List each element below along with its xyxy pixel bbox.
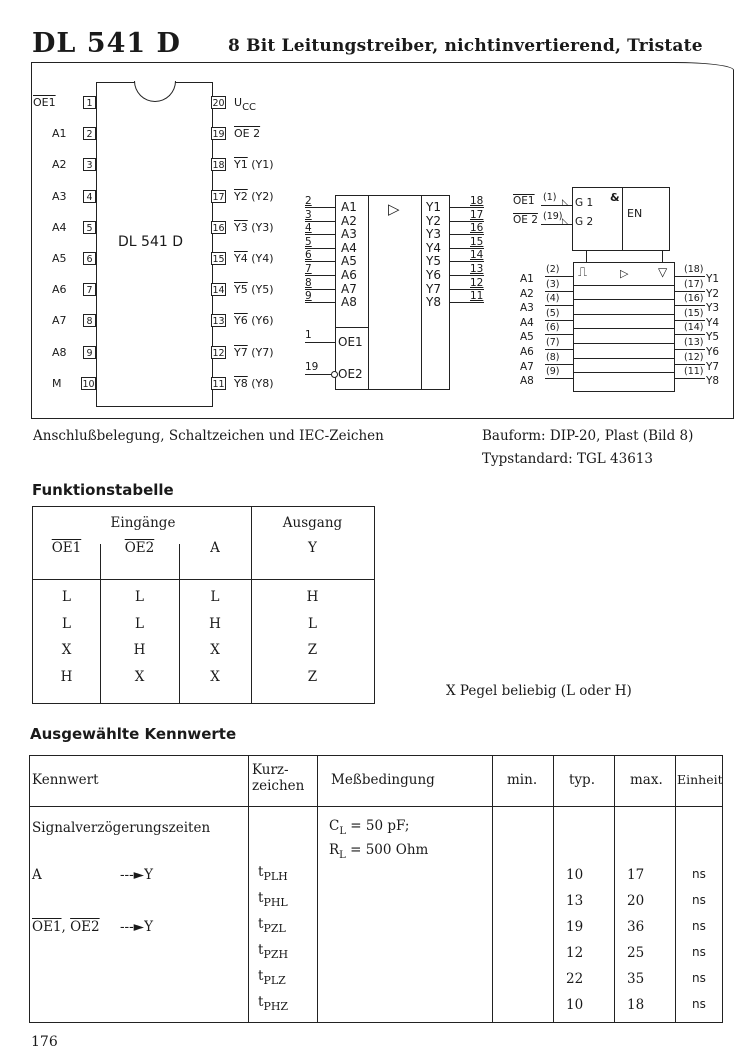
table-cell: L xyxy=(62,615,71,632)
pin-number: 3 xyxy=(83,158,96,171)
divider xyxy=(492,756,493,1022)
path-a-y xyxy=(32,867,153,883)
value-unit: ns xyxy=(692,867,706,881)
pin-alt-label: (Y7) xyxy=(247,345,274,359)
output-label: Y1 xyxy=(426,200,441,214)
value-typ: 12 xyxy=(566,945,584,961)
symbol-sub: PLH xyxy=(263,870,288,883)
enable-pin-number: 19 xyxy=(305,361,319,373)
pin-label: A8 xyxy=(52,345,67,359)
pin-label xyxy=(234,127,260,140)
input-pin: (7) xyxy=(546,337,560,348)
pin-signal: Y5 xyxy=(234,283,248,297)
pin-number: 9 xyxy=(83,346,96,359)
value-max: 36 xyxy=(627,919,645,935)
divider xyxy=(675,756,676,1022)
value-typ: 10 xyxy=(566,997,584,1013)
path-from-oe1: OE1 xyxy=(32,919,62,935)
value-unit: ns xyxy=(692,971,706,985)
row-divider xyxy=(573,299,675,300)
output-pin: (15) xyxy=(684,307,704,319)
function-table-title: Funktionstabelle xyxy=(32,481,174,499)
table-cell: L xyxy=(62,589,71,605)
pin-label: OE1 xyxy=(33,96,56,109)
pin-number: 11 xyxy=(212,378,225,390)
parameter-symbol xyxy=(258,916,286,935)
table-cell: H xyxy=(306,589,319,605)
value-typ: 22 xyxy=(566,971,584,987)
pin-label xyxy=(234,346,274,359)
pin-label: A1 xyxy=(52,127,67,141)
row-divider xyxy=(573,285,675,286)
output-label: Y4 xyxy=(706,316,720,329)
pin-alt-label: (Y6) xyxy=(247,314,274,328)
input-label: A8 xyxy=(341,295,357,310)
pin-number: 14 xyxy=(212,285,225,297)
symbol-sub: PZL xyxy=(263,922,286,935)
pin-signal: Y1 xyxy=(234,158,248,172)
value-max: 20 xyxy=(627,893,645,909)
parameter-symbol xyxy=(258,994,288,1013)
input-lead xyxy=(545,291,573,292)
part-number-title: DL 541 D xyxy=(32,28,181,59)
row-divider xyxy=(573,343,675,344)
value-unit: ns xyxy=(692,945,706,959)
part-description: 8 Bit Leitungstreiber, nichtinvertierend, Tristate xyxy=(228,36,703,56)
pin-label: M xyxy=(52,376,62,390)
table-cell: X xyxy=(210,668,220,685)
enable-label: OE1 xyxy=(338,335,363,349)
input-pin: (8) xyxy=(546,351,560,363)
path-from: A xyxy=(32,867,42,883)
input-label: A5 xyxy=(520,331,534,344)
value-typ: 13 xyxy=(566,893,584,909)
cond-sub: L xyxy=(339,826,346,837)
input-label: A7 xyxy=(341,281,357,296)
output-lead xyxy=(675,320,705,321)
output-pin: (16) xyxy=(684,293,704,305)
function-table-note: X Pegel beliebig (L oder H) xyxy=(446,683,632,699)
input-lead xyxy=(545,320,573,321)
cond-sub: L xyxy=(339,850,346,861)
output-pin-number: 17 xyxy=(470,208,484,221)
output-lead xyxy=(675,291,705,292)
input-label: A4 xyxy=(520,316,534,329)
cond-symbol: R xyxy=(329,842,340,858)
enable-lead xyxy=(305,374,331,375)
output-label: Y3 xyxy=(706,302,720,315)
input-label: A5 xyxy=(341,254,357,269)
and-symbol: & xyxy=(610,191,620,204)
input-pin-number: 5 xyxy=(305,235,312,248)
pin-signal: Y3 xyxy=(234,220,248,234)
output-pin-number: 15 xyxy=(470,235,484,248)
buffer-triangle-icon: ▷ xyxy=(620,267,629,280)
pin-number: 8 xyxy=(83,314,96,327)
pin-number: 15 xyxy=(212,254,225,265)
parameter-symbol xyxy=(258,942,288,961)
tristate-triangle-icon: ▽ xyxy=(658,265,668,279)
table-cell: X xyxy=(61,642,72,658)
input-label: A6 xyxy=(341,268,357,282)
output-lead xyxy=(450,302,484,303)
pin-number: 19 xyxy=(212,129,225,141)
symbol-sub: PLZ xyxy=(263,974,286,987)
output-pin: (11) xyxy=(684,366,704,378)
pin-alt-label: (Y2) xyxy=(247,189,274,203)
pin-label: A7 xyxy=(52,314,67,328)
pin-label: A3 xyxy=(52,189,67,203)
symbol-sub: PHZ xyxy=(263,1000,289,1013)
page-number: 176 xyxy=(31,1034,58,1050)
output-label: Y7 xyxy=(706,360,720,373)
enable-input-label: OE 2 xyxy=(513,214,538,226)
table-cell: Z xyxy=(307,642,318,658)
pin-alt-label: (Y5) xyxy=(247,283,274,297)
output-pin-number: 16 xyxy=(470,222,484,235)
pin-signal: Y6 xyxy=(234,314,248,328)
value-unit: ns xyxy=(692,919,706,933)
input-label: A3 xyxy=(341,227,357,242)
output-label: Y3 xyxy=(426,227,441,242)
table-cell: H xyxy=(60,668,73,685)
output-pin-number: 13 xyxy=(470,263,484,275)
input-label: A2 xyxy=(520,287,534,300)
input-pin: (9) xyxy=(546,366,560,378)
pin-label xyxy=(234,283,274,296)
separator: , xyxy=(61,919,71,935)
input-pin-number: 4 xyxy=(305,222,312,235)
arrow-right-icon: ---►Y xyxy=(120,867,153,883)
pin-number: 13 xyxy=(212,316,225,328)
value-max: 17 xyxy=(627,867,645,883)
pin-signal: OE 2 xyxy=(234,127,261,141)
symbol-sub: PZH xyxy=(263,948,289,961)
enable-pin-number: 1 xyxy=(305,329,312,341)
pin-signal: Y7 xyxy=(234,345,248,359)
pin-number: 12 xyxy=(212,347,225,359)
pin-signal: Y2 xyxy=(234,189,248,203)
path-from-oe2: OE2 xyxy=(70,919,100,935)
symbol-base: t xyxy=(258,994,264,1010)
negation-circle-icon xyxy=(331,371,338,378)
output-lead xyxy=(675,364,705,365)
pin-alt-label: (Y8) xyxy=(247,376,274,390)
divider xyxy=(553,756,554,1022)
pin-label xyxy=(234,377,274,390)
condition-rl xyxy=(329,842,428,861)
output-label: Y2 xyxy=(706,287,720,300)
path-oe-y xyxy=(32,919,153,935)
pin-label: A6 xyxy=(52,283,67,297)
input-pin-number: 8 xyxy=(305,276,312,289)
header-inputs-group: Eingänge xyxy=(110,515,176,531)
type-standard: Typstandard: TGL 43613 xyxy=(482,451,653,467)
input-pin-number: 2 xyxy=(305,195,312,207)
input-pin: (5) xyxy=(546,307,560,319)
input-pin: (2) xyxy=(546,264,560,275)
divider xyxy=(33,579,374,580)
output-pin-number: 18 xyxy=(470,195,484,207)
pin-label: A5 xyxy=(52,252,67,265)
output-label: Y8 xyxy=(426,295,441,310)
input-pin: (4) xyxy=(546,293,560,305)
pin-label: A2 xyxy=(52,158,67,172)
input-lead xyxy=(545,276,573,277)
table-cell: X xyxy=(134,668,145,685)
function-table xyxy=(32,506,375,704)
pin-number: 7 xyxy=(83,283,96,296)
schmitt-trigger-icon: ⎍ xyxy=(578,265,588,280)
input-pin-number: 9 xyxy=(305,290,312,303)
pin-alt-label: (Y1) xyxy=(247,158,274,172)
pin-number: 16 xyxy=(212,222,225,234)
header-einheit: Einheit xyxy=(677,772,723,787)
package-info: Bauform: DIP-20, Plast (Bild 8) xyxy=(482,428,694,444)
figure-caption: Anschlußbelegung, Schaltzeichen und IEC-Zeichen xyxy=(33,428,384,444)
pin-subscript: CC xyxy=(242,102,257,113)
pin-number: 5 xyxy=(83,221,96,234)
header-output-group: Ausgang xyxy=(282,515,343,531)
output-pin: (18) xyxy=(684,264,704,275)
output-pin: (13) xyxy=(684,337,704,348)
output-pin-number: 11 xyxy=(470,290,484,303)
input-label: A4 xyxy=(341,240,357,255)
pin-number: 20 xyxy=(212,98,225,109)
enable-input-pin: (19) xyxy=(543,211,563,222)
header-bedingung: Meßbedingung xyxy=(331,772,435,788)
pin-label xyxy=(234,158,274,171)
pin-label xyxy=(234,221,274,234)
header-kennwert: Kennwert xyxy=(32,772,99,788)
symbol-sub: PHL xyxy=(263,896,288,909)
condition-cl xyxy=(329,818,409,837)
pin-number: 10 xyxy=(82,378,95,390)
input-lead xyxy=(545,305,573,306)
output-pin: (17) xyxy=(684,278,704,290)
output-label: Y5 xyxy=(426,254,441,269)
parameter-symbol xyxy=(258,968,286,987)
cond-value: = 500 Ohm xyxy=(345,842,429,858)
table-cell: H xyxy=(133,642,146,658)
output-label: Y4 xyxy=(426,240,441,255)
arrow-right-icon: ---►Y xyxy=(120,919,153,935)
pin-number: 17 xyxy=(212,191,225,203)
value-max: 35 xyxy=(627,971,645,987)
output-label: Y5 xyxy=(706,331,720,344)
table-cell: H xyxy=(209,615,221,632)
symbol-base: t xyxy=(258,968,264,984)
row-divider xyxy=(573,372,675,373)
output-label: Y6 xyxy=(706,346,720,358)
input-pin-number: 7 xyxy=(305,263,312,275)
input-label: A1 xyxy=(341,200,357,214)
header-kurz-2: zeichen xyxy=(252,778,305,794)
value-unit: ns xyxy=(692,893,706,907)
output-pin-number: 12 xyxy=(470,276,484,289)
enable-label: OE2 xyxy=(338,367,363,381)
output-lead xyxy=(675,276,705,277)
chip-label: DL 541 D xyxy=(118,234,183,250)
output-lead xyxy=(675,349,705,350)
symbol-base: t xyxy=(258,916,264,932)
divider xyxy=(30,806,722,807)
gate-label: G 2 xyxy=(575,216,594,228)
pin-label xyxy=(234,190,274,203)
input-label: A2 xyxy=(341,213,357,228)
col-oe1: OE1 xyxy=(51,540,82,556)
input-lead xyxy=(545,334,573,335)
table-cell: L xyxy=(308,615,317,632)
characteristics-table xyxy=(29,755,723,1023)
output-pin: (14) xyxy=(684,322,704,334)
header-min: min. xyxy=(507,772,538,788)
input-label: A3 xyxy=(520,302,534,315)
buffer-triangle-icon: ▷ xyxy=(388,200,400,218)
header-typ: typ. xyxy=(569,772,595,788)
symbol-base: t xyxy=(258,864,264,880)
value-max: 18 xyxy=(627,997,645,1013)
input-label: A1 xyxy=(520,273,534,285)
output-label: Y8 xyxy=(706,375,720,388)
pin-number: 4 xyxy=(83,190,96,203)
output-label: Y2 xyxy=(426,213,441,228)
output-label: Y6 xyxy=(426,268,441,282)
output-lead xyxy=(675,334,705,335)
divider xyxy=(317,756,318,1022)
negation-flag-icon: ◺ xyxy=(562,198,569,208)
row-divider xyxy=(573,358,675,359)
table-cell: X xyxy=(210,642,220,658)
pin-label xyxy=(234,252,274,265)
pin-signal: U xyxy=(234,96,243,109)
input-lead xyxy=(545,349,573,350)
input-pin: (6) xyxy=(546,322,560,334)
table-cell: L xyxy=(135,589,144,605)
symbol-base: t xyxy=(258,890,264,906)
col-oe2: OE2 xyxy=(124,540,155,556)
input-pin-number: 3 xyxy=(305,208,312,221)
table-cell: L xyxy=(135,615,144,632)
row-divider xyxy=(573,328,675,329)
pin-signal: Y8 xyxy=(234,376,248,390)
pin-label xyxy=(234,314,274,327)
negation-flag-icon: ◺ xyxy=(562,217,569,227)
pin-number: 2 xyxy=(83,127,96,140)
output-lead xyxy=(675,378,705,379)
gate-label: G 1 xyxy=(575,197,594,209)
output-lead xyxy=(675,305,705,306)
symbol-base: t xyxy=(258,942,264,958)
enable-input-pin: (1) xyxy=(543,192,557,203)
pin-number: 18 xyxy=(212,160,225,172)
input-label: A8 xyxy=(520,375,534,388)
input-pin: (3) xyxy=(546,278,560,290)
value-max: 25 xyxy=(627,945,645,961)
input-lead xyxy=(545,378,573,379)
value-typ: 19 xyxy=(566,919,584,935)
parameter-symbol xyxy=(258,890,288,909)
col-a: A xyxy=(210,540,220,556)
pin-alt-label: (Y3) xyxy=(247,220,274,234)
input-lead xyxy=(545,364,573,365)
parameter-symbol xyxy=(258,864,288,883)
input-pin-number: 6 xyxy=(305,249,312,262)
pin-label xyxy=(234,96,256,113)
col-y: Y xyxy=(308,540,317,556)
table-cell: L xyxy=(210,589,220,605)
pin-alt-label: (Y4) xyxy=(247,252,274,265)
enable-input-label: OE1 xyxy=(513,195,535,207)
input-label: A6 xyxy=(520,346,534,358)
pin-number: 6 xyxy=(83,252,96,265)
header-max: max. xyxy=(630,772,663,788)
enable-lead xyxy=(305,342,335,343)
pin-signal: Y4 xyxy=(234,252,248,265)
divider xyxy=(248,756,249,1022)
output-label: Y1 xyxy=(706,273,720,285)
input-lead xyxy=(305,302,335,303)
cond-value: = 50 pF; xyxy=(345,818,410,834)
en-label: EN xyxy=(627,207,643,220)
table-cell: Z xyxy=(307,668,318,685)
divider xyxy=(614,756,615,1022)
row-divider xyxy=(573,314,675,315)
output-label: Y7 xyxy=(426,281,441,296)
function-column-box xyxy=(368,195,422,390)
value-typ: 10 xyxy=(566,867,584,883)
characteristics-title: Ausgewählte Kennwerte xyxy=(30,725,237,743)
group-label: Signalverzögerungszeiten xyxy=(32,820,211,836)
cond-symbol: C xyxy=(329,818,340,834)
value-unit: ns xyxy=(692,997,706,1011)
output-pin: (12) xyxy=(684,351,704,363)
pin-number: 1 xyxy=(83,96,96,109)
header-kurz-1: Kurz- xyxy=(252,762,289,778)
input-label: A7 xyxy=(520,360,534,373)
output-pin-number: 14 xyxy=(470,249,484,262)
pin-label: A4 xyxy=(52,220,67,234)
